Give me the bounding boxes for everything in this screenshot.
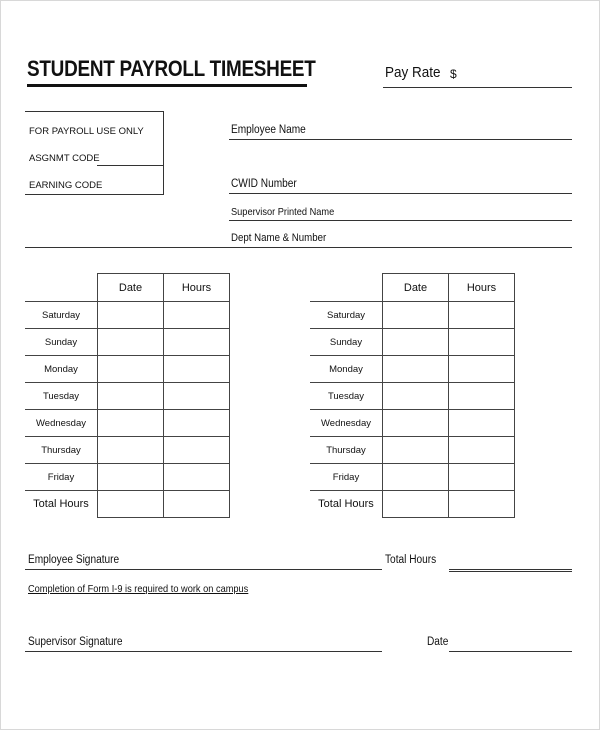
form-i9-note: Completion of Form I-9 is required to work on campus bbox=[28, 583, 249, 595]
total-hours-footer-field[interactable] bbox=[449, 569, 572, 572]
table-row bbox=[310, 356, 515, 383]
hours-cell[interactable] bbox=[164, 302, 230, 329]
day-label: Monday bbox=[310, 356, 383, 383]
date-cell[interactable] bbox=[98, 302, 164, 329]
day-label: Tuesday bbox=[25, 383, 98, 410]
hours-column-header: Hours bbox=[449, 274, 515, 302]
employee-signature-field[interactable] bbox=[25, 569, 382, 570]
date-column-header: Date bbox=[98, 274, 164, 302]
total-hours-cell[interactable] bbox=[449, 491, 515, 518]
table-row bbox=[25, 356, 230, 383]
date-label: Date bbox=[427, 636, 449, 648]
date-cell[interactable] bbox=[98, 410, 164, 437]
supervisor-name-label: Supervisor Printed Name bbox=[231, 206, 335, 218]
day-label: Sunday bbox=[310, 329, 383, 356]
table-row bbox=[25, 491, 230, 518]
total-date-cell[interactable] bbox=[383, 491, 449, 518]
cwid-number-field[interactable] bbox=[229, 193, 572, 194]
date-cell[interactable] bbox=[383, 410, 449, 437]
table-row bbox=[310, 302, 515, 329]
hours-cell[interactable] bbox=[164, 356, 230, 383]
date-cell[interactable] bbox=[98, 383, 164, 410]
hours-cell[interactable] bbox=[449, 464, 515, 491]
pay-rate-label: Pay Rate bbox=[385, 64, 441, 81]
asgnmt-code-field[interactable] bbox=[97, 165, 163, 166]
hours-cell[interactable] bbox=[164, 437, 230, 464]
supervisor-name-field[interactable] bbox=[229, 220, 572, 221]
for-payroll-label: FOR PAYROLL USE ONLY bbox=[29, 126, 144, 137]
day-label: Wednesday bbox=[310, 410, 383, 437]
date-cell[interactable] bbox=[98, 329, 164, 356]
employee-name-label: Employee Name bbox=[231, 124, 306, 136]
date-cell[interactable] bbox=[98, 437, 164, 464]
hours-column-header: Hours bbox=[164, 274, 230, 302]
date-cell[interactable] bbox=[383, 383, 449, 410]
page-title: STUDENT PAYROLL TIMESHEET bbox=[27, 56, 316, 81]
supervisor-signature-field[interactable] bbox=[25, 651, 382, 652]
table-row bbox=[25, 410, 230, 437]
employee-signature-label: Employee Signature bbox=[28, 554, 120, 566]
day-label: Tuesday bbox=[310, 383, 383, 410]
dept-name-field[interactable] bbox=[25, 247, 572, 248]
table-row bbox=[310, 464, 515, 491]
hours-cell[interactable] bbox=[449, 410, 515, 437]
timesheet-week-2 bbox=[310, 273, 515, 518]
table-row bbox=[310, 383, 515, 410]
table-row bbox=[25, 437, 230, 464]
hours-cell[interactable] bbox=[164, 410, 230, 437]
hours-cell[interactable] bbox=[164, 383, 230, 410]
pay-rate-currency: $ bbox=[450, 67, 457, 81]
title-underline bbox=[27, 84, 307, 87]
earning-code-label: EARNING CODE bbox=[29, 180, 103, 191]
day-label: Thursday bbox=[310, 437, 383, 464]
day-label: Saturday bbox=[25, 302, 98, 329]
day-label: Wednesday bbox=[25, 410, 98, 437]
total-hours-cell[interactable] bbox=[164, 491, 230, 518]
day-label: Friday bbox=[25, 464, 98, 491]
table-row bbox=[25, 464, 230, 491]
total-hours-label: Total Hours bbox=[33, 498, 89, 511]
day-label: Friday bbox=[310, 464, 383, 491]
table-row bbox=[25, 329, 230, 356]
date-field[interactable] bbox=[449, 651, 572, 652]
hours-cell[interactable] bbox=[449, 383, 515, 410]
total-hours-footer-label: Total Hours bbox=[385, 554, 437, 566]
table-row bbox=[310, 491, 515, 518]
table-row bbox=[310, 437, 515, 464]
table-row bbox=[25, 383, 230, 410]
date-cell[interactable] bbox=[383, 329, 449, 356]
hours-cell[interactable] bbox=[449, 329, 515, 356]
date-cell[interactable] bbox=[383, 437, 449, 464]
asgnmt-code-label: ASGNMT CODE bbox=[29, 153, 100, 164]
supervisor-signature-label: Supervisor Signature bbox=[28, 636, 123, 648]
hours-cell[interactable] bbox=[449, 302, 515, 329]
table-row bbox=[310, 329, 515, 356]
date-cell[interactable] bbox=[98, 464, 164, 491]
total-date-cell[interactable] bbox=[98, 491, 164, 518]
date-column-header: Date bbox=[383, 274, 449, 302]
hours-cell[interactable] bbox=[164, 464, 230, 491]
employee-name-field[interactable] bbox=[229, 139, 572, 140]
cwid-number-label: CWID Number bbox=[231, 178, 297, 190]
day-label: Thursday bbox=[25, 437, 98, 464]
hours-cell[interactable] bbox=[449, 356, 515, 383]
hours-cell[interactable] bbox=[449, 437, 515, 464]
day-label: Monday bbox=[25, 356, 98, 383]
date-cell[interactable] bbox=[98, 356, 164, 383]
date-cell[interactable] bbox=[383, 302, 449, 329]
timesheet-week-1 bbox=[25, 273, 230, 518]
date-cell[interactable] bbox=[383, 464, 449, 491]
table-row bbox=[310, 410, 515, 437]
dept-name-label: Dept Name & Number bbox=[231, 232, 327, 244]
day-label: Saturday bbox=[310, 302, 383, 329]
table-row bbox=[25, 302, 230, 329]
hours-cell[interactable] bbox=[164, 329, 230, 356]
total-hours-label: Total Hours bbox=[318, 498, 374, 511]
pay-rate-field[interactable] bbox=[383, 87, 572, 88]
date-cell[interactable] bbox=[383, 356, 449, 383]
day-label: Sunday bbox=[25, 329, 98, 356]
